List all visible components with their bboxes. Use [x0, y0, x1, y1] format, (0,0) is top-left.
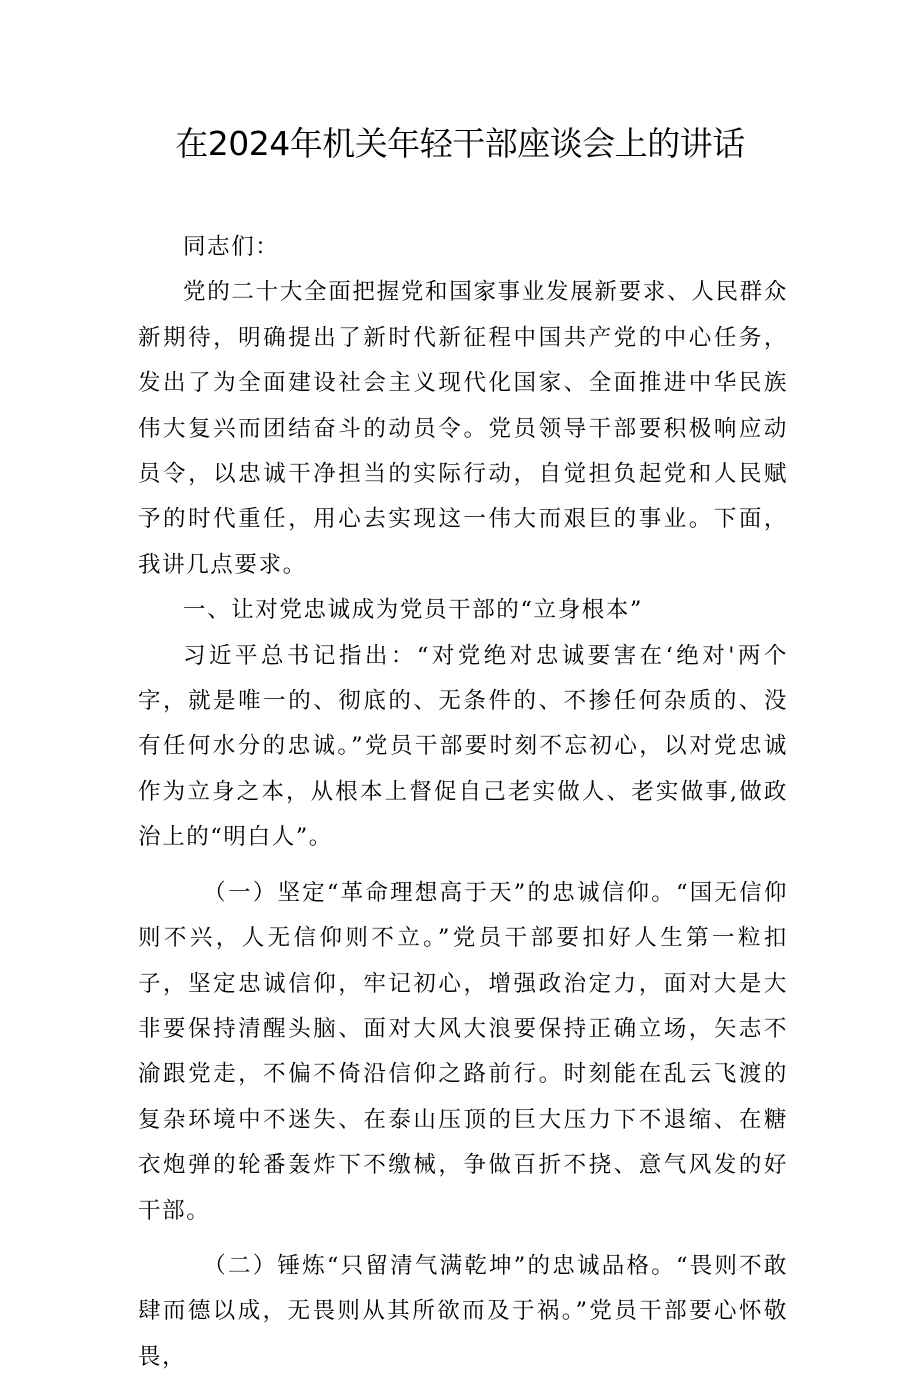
- subsection-1-paragraph: （一）坚定“革命理想高于天”的忠诚信仰。“国无信仰则不兴，人无信仰则不立。”党员干部要扣好人生第一粒扣子，坚定忠诚信仰，牢记初心，增强政治定力，面对大是大非要保持清醒头脑、面对大风大浪要保持正确立场，矢志不渝跟党走，不偏不倚沿信仰之路前行。时刻能在乱云飞渡的复杂环境中不迷失、在泰山压顶的巨大压力下不退缩、在糖衣炮弹的轮番轰炸下不缴械，争做百折不挠、意气风发的好干部。: [138, 879, 788, 1224]
- document-body: [138, 225, 788, 1380]
- salutation: 同志们：: [183, 234, 280, 260]
- document-title: 在2024年机关年轻干部座谈会上的讲话: [175, 124, 745, 163]
- intro-paragraph: 党的二十大全面把握党和国家事业发展新要求、人民群众新期待，明确提出了新时代新征程中国共产党的中心任务，发出了为全面建设社会主义现代化国家、全面推进中华民族伟大复兴而团结奋斗的动员令。党员领导干部要积极响应动员令，以忠诚干净担当的实际行动，自觉担负起党和人民赋予的时代重任，用心去实现这一伟大而艰巨的事业。下面，我讲几点要求。: [138, 279, 788, 578]
- subsection-2-paragraph: （二）锤炼“只留清气满乾坤”的忠诚品格。“畏则不敢肆而德以成，无畏则从其所欲而及于祸。”党员干部要心怀敬畏，: [138, 1252, 788, 1370]
- section-1-paragraph: 习近平总书记指出：“对党绝对忠诚要害在‘绝对'两个字，就是唯一的、彻底的、无条件的、不掺任何杂质的、没有任何水分的忠诚。”党员干部要时刻不忘初心，以对党忠诚作为立身之本，从根本上督促自己老实做人、老实做事,做政治上的“明白人”。: [138, 642, 788, 851]
- section-heading-1: 一、让对党忠诚成为党员干部的“立身根本”: [183, 597, 644, 624]
